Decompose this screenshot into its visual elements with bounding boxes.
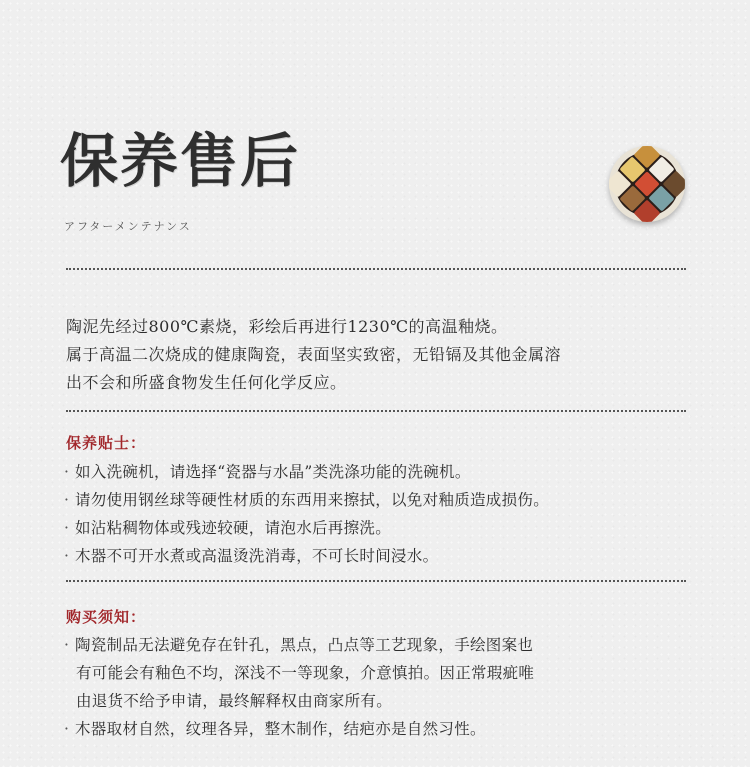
purchase-notes-heading: 购买须知： (66, 608, 147, 626)
list-item (64, 486, 704, 514)
list-item-text: 如沾粘稠物体或残迹较硬，请泡水后再擦洗。 (75, 519, 392, 537)
list-item-text: 陶瓷制品无法避免存在针孔，黑点，凸点等工艺现象，手绘图案也 (75, 636, 534, 654)
bullet: · (64, 636, 70, 654)
list-item (64, 631, 704, 715)
list-item-text: 有可能会有釉色不均，深浅不一等现象，介意慎拍。因正常瑕疵唯 (76, 664, 535, 682)
divider (66, 410, 686, 412)
list-item-text: 木器不可开水煮或高温烫洗消毒，不可长时间浸水。 (75, 547, 439, 565)
care-tips-list (64, 458, 704, 570)
divider (66, 580, 686, 582)
intro-line: 出不会和所盛食物发生任何化学反应。 (66, 373, 347, 392)
divider (66, 268, 686, 270)
list-item-text: 由退货不给予申请，最终解释权由商家所有。 (76, 692, 393, 710)
care-tips-heading: 保养贴士： (66, 434, 147, 452)
bullet: · (64, 519, 70, 537)
bullet: · (64, 720, 70, 738)
bullet: · (64, 463, 70, 481)
intro-paragraph (66, 313, 706, 397)
list-item-text: 如入洗碗机，请选择“瓷器与水晶”类洗涤功能的洗碗机。 (75, 463, 471, 481)
bullet: · (64, 547, 70, 565)
page-title: 保养售后 (60, 127, 301, 195)
page-subtitle: アフターメンテナンス (64, 220, 192, 233)
intro-line: 陶泥先经过800℃素烧，彩绘后再进行1230℃的高温釉烧。 (66, 317, 508, 336)
list-item-text: 木器取材自然，纹理各异，整木制作，结疤亦是自然习性。 (75, 720, 486, 738)
list-item (64, 715, 704, 743)
bullet: · (64, 491, 70, 509)
list-item (64, 542, 704, 570)
intro-line: 属于高温二次烧成的健康陶瓷，表面坚实致密，无铅镉及其他金属溶 (66, 345, 562, 364)
list-item (64, 514, 704, 542)
ceramic-plate-image (609, 146, 685, 222)
purchase-notes-list (64, 631, 704, 743)
list-item-text: 请勿使用钢丝球等硬性材质的东西用来擦拭，以免对釉质造成损伤。 (75, 491, 550, 509)
list-item (64, 458, 704, 486)
